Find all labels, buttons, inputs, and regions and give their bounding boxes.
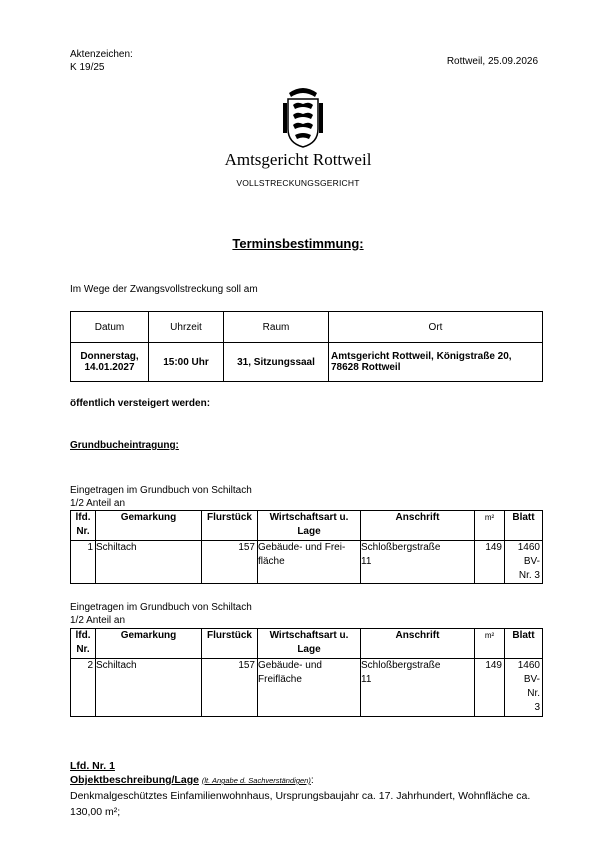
court-department: VOLLSTRECKUNGSGERICHT	[236, 178, 360, 188]
page-title: Terminsbestimmung:	[232, 236, 364, 251]
place-date: Rottweil, 25.09.2026	[446, 56, 538, 67]
land-register-heading: Grundbucheintragung:	[70, 440, 179, 451]
col-blatt: Blatt	[505, 511, 543, 541]
col-flurstueck: Flurstück	[202, 511, 258, 541]
land-register-table-1	[70, 510, 543, 584]
intro-text: Im Wege der Zwangsvollstreckung soll am	[70, 284, 258, 295]
court-name: Amtsgericht Rottweil	[224, 150, 372, 169]
object-note: (lt. Angabe d. Sachverständigen)	[201, 776, 311, 785]
col-lfd: lfd. Nr.	[71, 629, 96, 659]
col-flurstueck: Flurstück	[202, 629, 258, 659]
coat-of-arms-icon	[281, 83, 325, 149]
appointment-room: 31, Sitzungssaal	[224, 343, 329, 382]
table-row: 1 Schiltach 157 Gebäude- und Frei- fläche Schloßbergstraße 11 149 1460 BV- Nr. 3	[71, 541, 543, 584]
object-description: Denkmalgeschütztes Einfamilienwohnhaus, Ursprungsbaujahr ca. 17. Jahrhundert, Wohnfläche ca. 130,00 m²;	[70, 790, 531, 818]
appointment-place: Amtsgericht Rottweil, Königstraße 20, 78628 Rottweil	[329, 343, 543, 382]
file-label: Aktenzeichen:	[70, 49, 133, 60]
object-label: Objektbeschreibung/Lage	[70, 774, 199, 786]
col-anschrift: Anschrift	[361, 511, 475, 541]
appointment-table	[70, 311, 543, 382]
col-blatt: Blatt	[505, 629, 543, 659]
appointment-time: 15:00 Uhr	[149, 343, 224, 382]
object-heading: Objektbeschreibung/Lage (lt. Angabe d. Sachverständigen):	[70, 774, 314, 786]
object-number: Lfd. Nr. 1	[70, 760, 115, 772]
col-gemarkung: Gemarkung	[96, 511, 202, 541]
register-entry-2-intro: Eingetragen im Grundbuch von Schiltach 1/2 Anteil an	[70, 602, 252, 626]
table-header-row	[71, 629, 543, 659]
file-number: K 19/25	[70, 62, 105, 73]
col-wirtschaftsart: Wirtschaftsart u. Lage	[258, 629, 361, 659]
col-anschrift: Anschrift	[361, 629, 475, 659]
col-time: Uhrzeit	[149, 312, 224, 343]
appointment-row	[71, 343, 543, 382]
col-m2: m²	[475, 511, 505, 541]
col-gemarkung: Gemarkung	[96, 629, 202, 659]
appointment-date: Donnerstag, 14.01.2027	[71, 343, 149, 382]
auction-text: öffentlich versteigert werden:	[70, 398, 211, 409]
land-register-table-2	[70, 628, 543, 717]
col-m2: m²	[475, 629, 505, 659]
col-room: Raum	[224, 312, 329, 343]
file-reference	[70, 48, 133, 74]
col-wirtschaftsart: Wirtschaftsart u. Lage	[258, 511, 361, 541]
col-date: Datum	[71, 312, 149, 343]
register-entry-1-intro: Eingetragen im Grundbuch von Schiltach 1/2 Anteil an	[70, 485, 252, 509]
table-header-row	[71, 511, 543, 541]
appointment-header-row	[71, 312, 543, 343]
table-row: 2 Schiltach 157 Gebäude- und Freifläche Schloßbergstraße 11 149 1460 BV- Nr. 3	[71, 659, 543, 717]
col-lfd: lfd. Nr.	[71, 511, 96, 541]
col-place: Ort	[329, 312, 543, 343]
